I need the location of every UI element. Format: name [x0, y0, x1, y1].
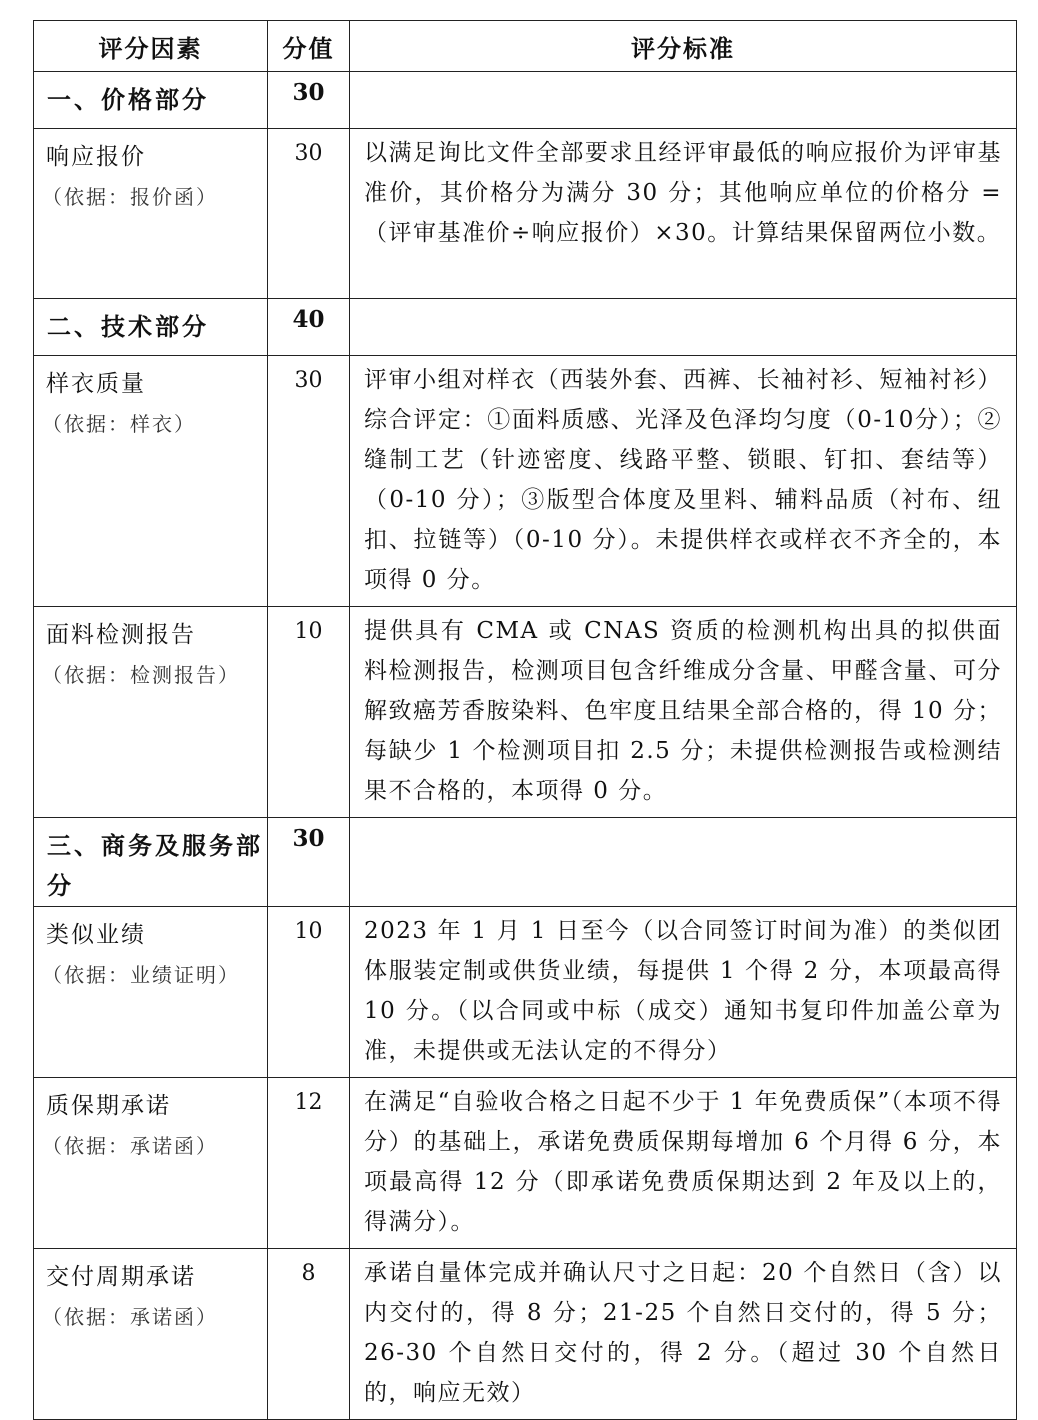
header-factor: 评分因素: [34, 21, 268, 72]
factor-name: 样衣质量: [46, 371, 146, 397]
factor-basis: （依据：检测报告）: [42, 663, 240, 687]
factor-cell: [34, 1249, 268, 1420]
section-criteria-empty: [350, 299, 1017, 356]
value-cell: 12: [268, 1078, 350, 1249]
factor-basis: （依据：样衣）: [42, 412, 196, 436]
factor-name: 类似业绩: [46, 922, 146, 948]
factor-basis: （依据：业绩证明）: [42, 963, 240, 987]
value-cell: 8: [268, 1249, 350, 1420]
factor-basis: （依据：承诺函）: [42, 1134, 218, 1158]
value-cell: 10: [268, 907, 350, 1078]
value-cell: 10: [268, 607, 350, 818]
table-row: [34, 1078, 1017, 1249]
criteria-cell: 承诺自量体完成并确认尺寸之日起：20 个自然日（含）以内交付的，得 8 分；21-25 个自然日交付的，得 5 分；26-30 个自然日交付的，得 2 分。（超过 30 个自然日的，响应无效）: [350, 1249, 1017, 1420]
factor-cell: [34, 1078, 268, 1249]
criteria-cell: 2023 年 1 月 1 日至今（以合同签订时间为准）的类似团体服装定制或供货业绩，每提供 1 个得 2 分，本项最高得 10 分。（以合同或中标（成交）通知书复印件加盖公章为准，未提供或无法认定的不得分）: [350, 907, 1017, 1078]
table-row: [34, 907, 1017, 1078]
section-criteria-empty: [350, 72, 1017, 129]
section-value: 30: [268, 818, 350, 907]
criteria-cell: 以满足询比文件全部要求且经评审最低的响应报价为评审基准价，其价格分为满分 30 分；其他响应单位的价格分 =（评审基准价÷响应报价）×30。计算结果保留两位小数。: [350, 129, 1017, 299]
factor-cell: [34, 607, 268, 818]
table-row: [34, 129, 1017, 299]
value-cell: 30: [268, 129, 350, 299]
factor-cell: [34, 129, 268, 299]
table-row: [34, 607, 1017, 818]
section-row-price: [34, 72, 1017, 129]
criteria-cell: 提供具有 CMA 或 CNAS 资质的检测机构出具的拟供面料检测报告，检测项目包含纤维成分含量、甲醛含量、可分解致癌芳香胺染料、色牢度且结果全部合格的，得 10 分；每缺少 1 个检测项目扣 2.5 分；未提供检测报告或检测结果不合格的，本项得 0 分。: [350, 607, 1017, 818]
section-row-tech: [34, 299, 1017, 356]
criteria-cell: 评审小组对样衣（西装外套、西裤、长袖衬衫、短袖衬衫）综合评定：①面料质感、光泽及色泽均匀度（0-10分）；②缝制工艺（针迹密度、线路平整、锁眼、钉扣、套结等）（0-10 分）；③版型合体度及里料、辅料品质（衬布、纽扣、拉链等）（0-10 分）。未提供样衣或样衣不齐全的，本项得 0 分。: [350, 356, 1017, 607]
factor-name: 交付周期承诺: [46, 1264, 196, 1290]
section-criteria-empty: [350, 818, 1017, 907]
factor-cell: [34, 356, 268, 607]
section-name: 一、价格部分: [34, 72, 268, 129]
factor-name: 响应报价: [46, 144, 146, 170]
factor-name: 质保期承诺: [46, 1093, 171, 1119]
factor-cell: [34, 907, 268, 1078]
factor-name: 面料检测报告: [46, 622, 196, 648]
table-row: [34, 356, 1017, 607]
criteria-cell: 在满足“自验收合格之日起不少于 1 年免费质保”（本项不得分）的基础上，承诺免费质保期每增加 6 个月得 6 分，本项最高得 12 分（即承诺免费质保期达到 2 年及以上的，得满分）。: [350, 1078, 1017, 1249]
header-row: [34, 21, 1017, 72]
scoring-table: [33, 20, 1017, 1420]
table-row: [34, 1249, 1017, 1420]
section-name: 三、商务及服务部分: [34, 818, 268, 907]
header-criteria: 评分标准: [350, 21, 1017, 72]
value-cell: 30: [268, 356, 350, 607]
section-name: 二、技术部分: [34, 299, 268, 356]
factor-basis: （依据：报价函）: [42, 185, 218, 209]
section-value: 30: [268, 72, 350, 129]
section-value: 40: [268, 299, 350, 356]
factor-basis: （依据：承诺函）: [42, 1305, 218, 1329]
section-row-business: [34, 818, 1017, 907]
header-value: 分值: [268, 21, 350, 72]
